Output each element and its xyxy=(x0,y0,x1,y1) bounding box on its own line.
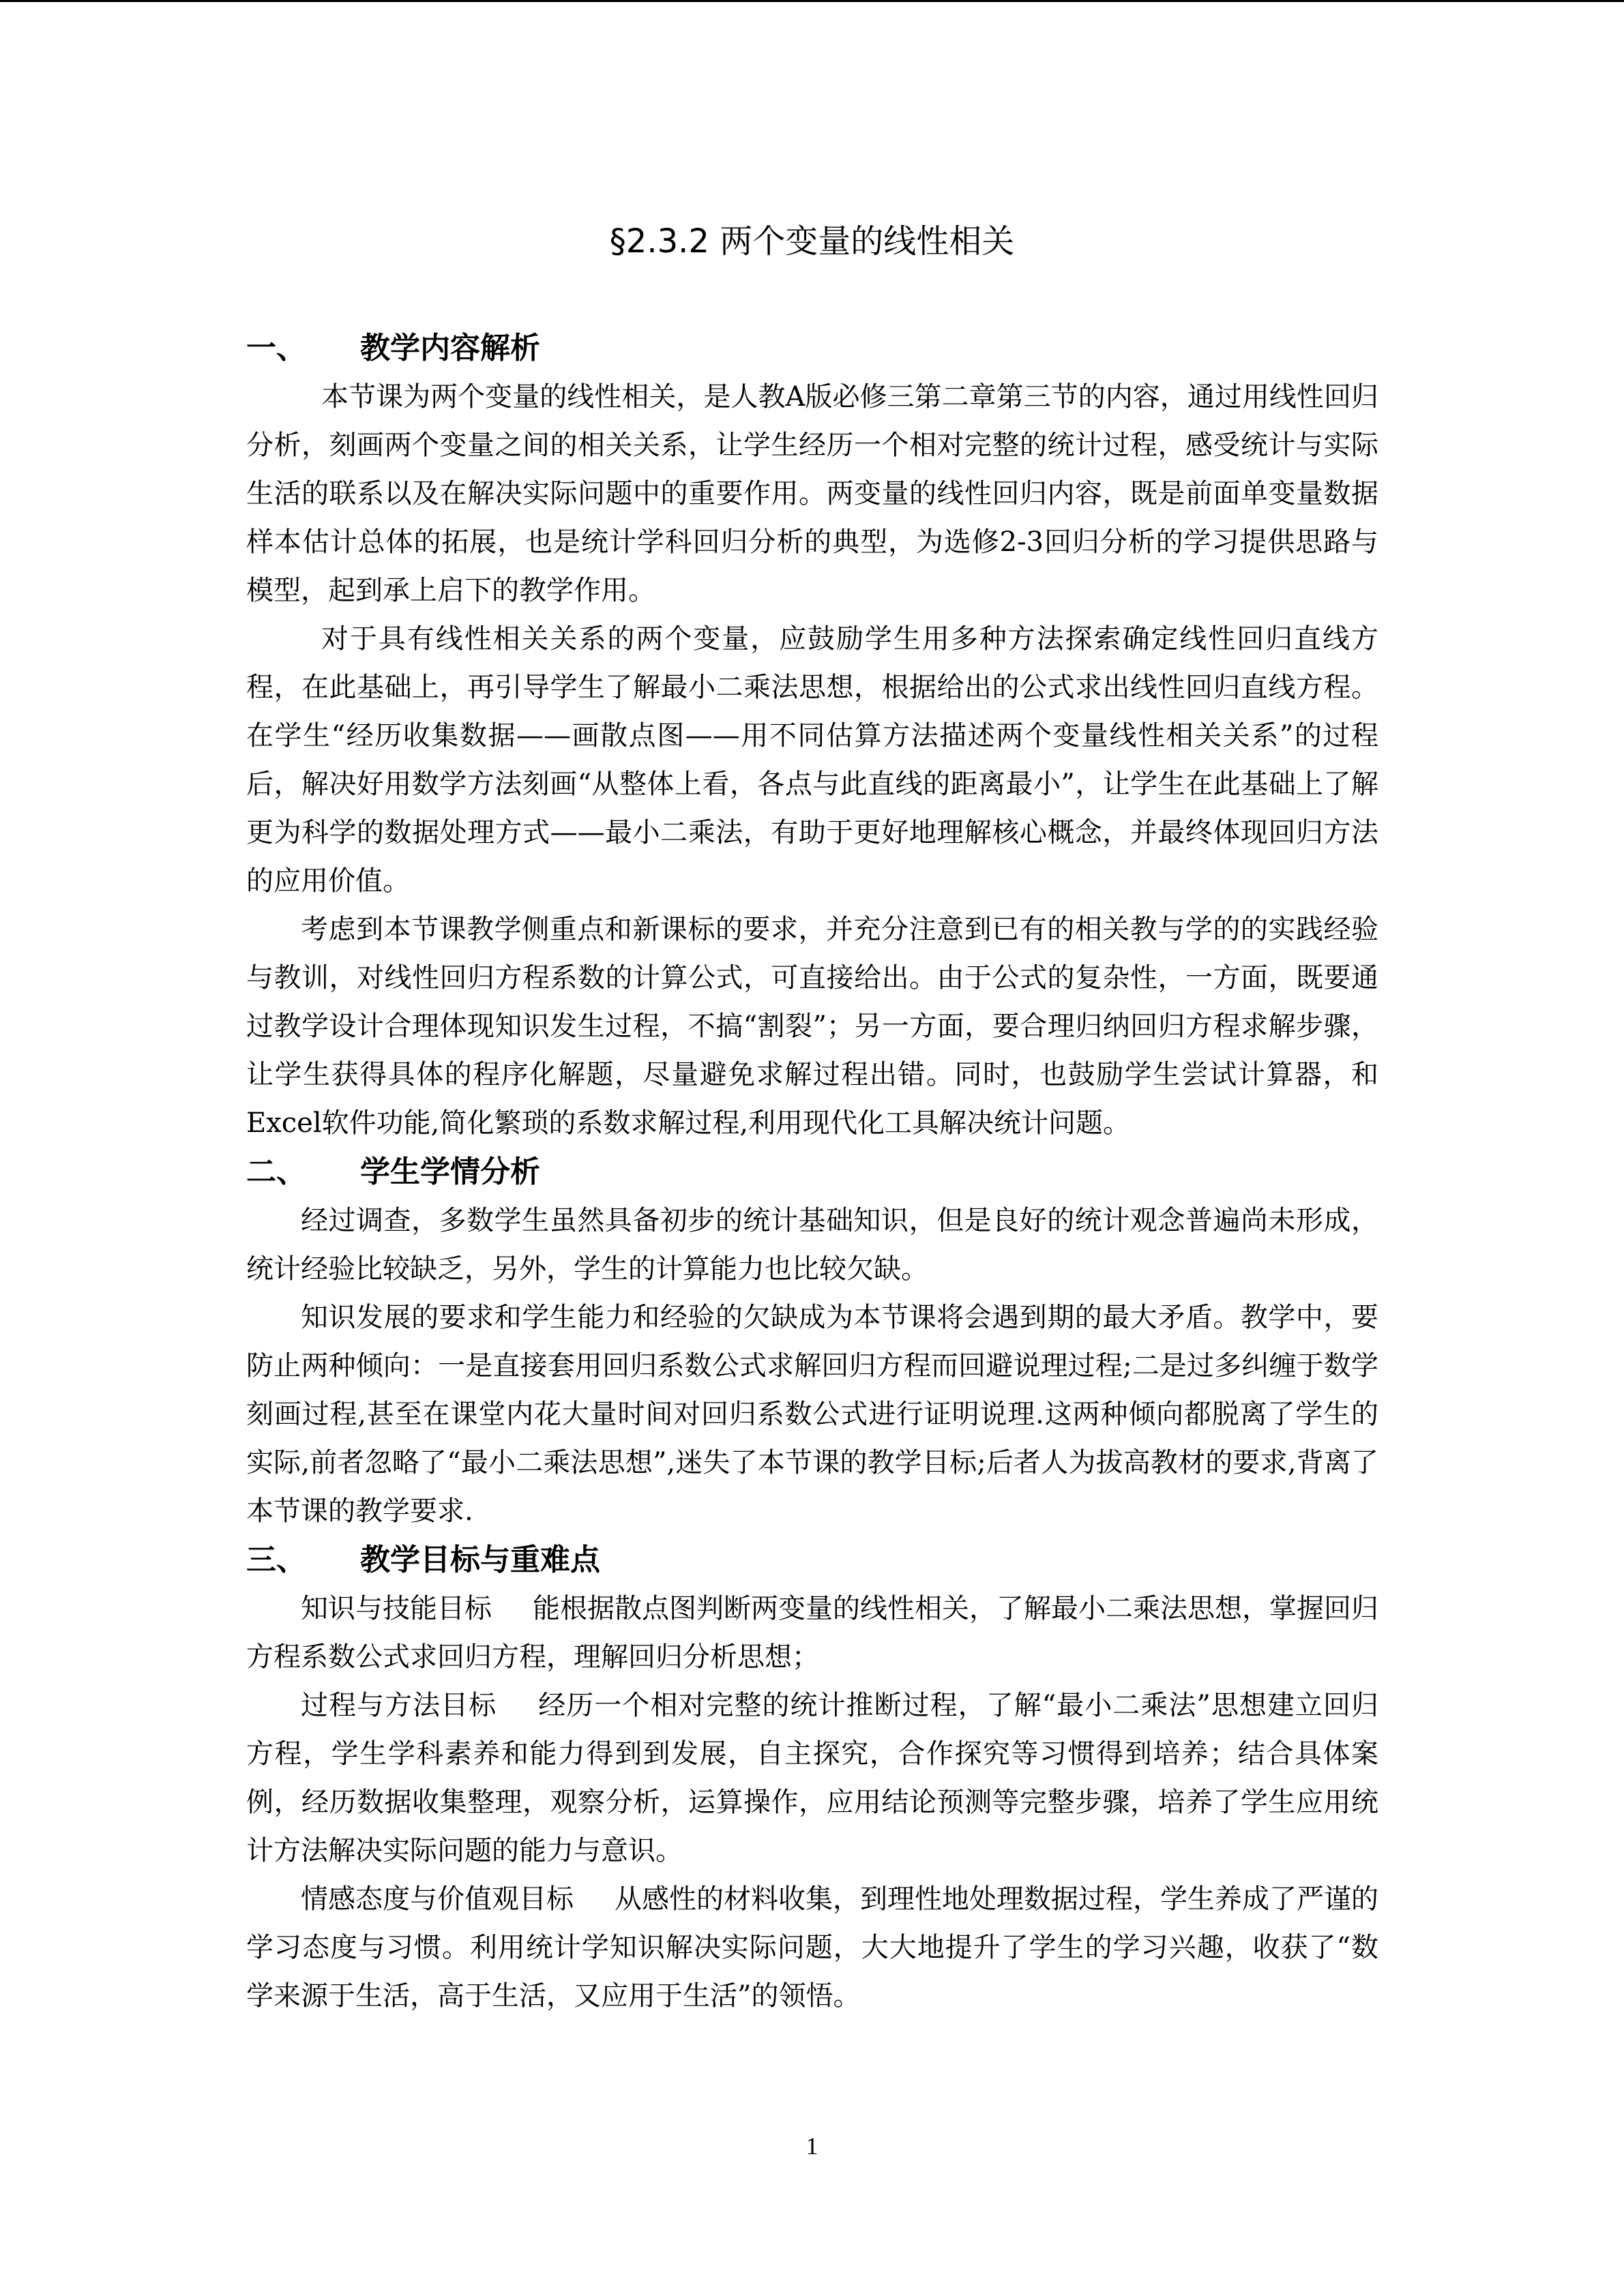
section-title: 教学内容解析 xyxy=(360,331,540,366)
paragraph: 对于具有线性相关关系的两个变量，应鼓励学生用多种方法探索确定线性回归直线方程，在此基础上，再引导学生了解最小二乘法思想，根据给出的公式求出线性回归直线方程。在学生“经历收集数据——画散点图——用不同估算方法描述两个变量线性相关关系”的过程后，解决好用数学方法刻画“从整体上看，各点与此直线的距离最小”，让学生在此基础上了解更为科学的数据处理方式——最小二乘法，有助于更好地理解核心概念，并最终体现回归方法的应用价值。 xyxy=(246,623,1378,897)
goal-label: 情感态度与价值观目标 xyxy=(301,1883,574,1915)
paragraph: 考虑到本节课教学侧重点和新课标的要求，并充分注意到已有的相关教与学的的实践经验与教训，对线性回归方程系数的计算公式，可直接给出。由于公式的复杂性，一方面，既要通过教学设计合理体现知识发生过程，不搞“割裂”；另一方面，要合理归纳回归方程求解步骤，让学生获得具体的程序化解题，尽量避免求解过程出错。同时，也鼓励学生尝试计算器，和Excel软件功能,简化繁琐的系数求解过程,利用现代化工具解决统计问题。 xyxy=(246,914,1378,1139)
document-body xyxy=(246,324,1378,2021)
goal-paragraph xyxy=(246,1875,1378,2021)
section-heading xyxy=(246,1536,1378,1585)
section-title: 教学目标与重难点 xyxy=(360,1542,600,1577)
goal-text: 经历一个相对完整的统计推断过程，了解“最小二乘法”思想建立回归方程，学生学科素养和能力得到到发展，自主探究，合作探究等习惯得到培养；结合具体案例，经历数据收集整理，观察分析，运算操作，应用结论预测等完整步骤，培养了学生应用统计方法解决实际问题的能力与意识。 xyxy=(246,1690,1378,1866)
page-number: 1 xyxy=(806,2132,818,2160)
section-number: 三、 xyxy=(246,1542,306,1577)
goal-text: 能根据散点图判断两变量的线性相关，了解最小二乘法思想，掌握回归方程系数公式求回归方程，理解回归分析思想； xyxy=(246,1593,1378,1673)
paragraph: 本节课为两个变量的线性相关，是人教A版必修三第二章第三节的内容，通过用线性回归分析，刻画两个变量之间的相关关系，让学生经历一个相对完整的统计过程，感受统计与实际生活的联系以及在解决实际问题中的重要作用。两变量的线性回归内容，既是前面单变量数据样本估计总体的拓展，也是统计学科回归分析的典型，为选修2-3回归分析的学习提供思路与模型，起到承上启下的教学作用。 xyxy=(246,381,1378,606)
section-title: 学生学情分析 xyxy=(360,1154,540,1189)
section-heading xyxy=(246,324,1378,373)
goal-text: 从感性的材料收集，到理性地处理数据过程，学生养成了严谨的学习态度与习惯。利用统计学知识解决实际问题，大大地提升了学生的学习兴趣，收获了“数学来源于生活，高于生活，又应用于生活”的领悟。 xyxy=(246,1883,1378,2012)
paragraph: 知识发展的要求和学生能力和经验的欠缺成为本节课将会遇到期的最大矛盾。教学中，要防止两种倾向：一是直接套用回归系数公式求解回归方程而回避说理过程;二是过多纠缠于数学刻画过程,甚至在课堂内花大量时间对回归系数公式进行证明说理.这两种倾向都脱离了学生的实际,前者忽略了“最小二乘法思想”,迷失了本节课的教学目标;后者人为拔高教材的要求,背离了本节课的教学要求. xyxy=(246,1302,1378,1527)
section-heading xyxy=(246,1148,1378,1197)
paragraph: 经过调查，多数学生虽然具备初步的统计基础知识，但是良好的统计观念普遍尚未形成，统计经验比较缺乏，另外，学生的计算能力也比较欠缺。 xyxy=(246,1205,1378,1285)
goal-label: 知识与技能目标 xyxy=(301,1593,492,1624)
goal-paragraph xyxy=(246,1682,1378,1875)
goal-label: 过程与方法目标 xyxy=(301,1690,497,1721)
top-border-line xyxy=(0,0,1624,2)
section-number: 一、 xyxy=(246,331,306,366)
section-number: 二、 xyxy=(246,1154,306,1189)
goal-paragraph xyxy=(246,1585,1378,1682)
page-title: §2.3.2 两个变量的线性相关 xyxy=(609,222,1015,260)
